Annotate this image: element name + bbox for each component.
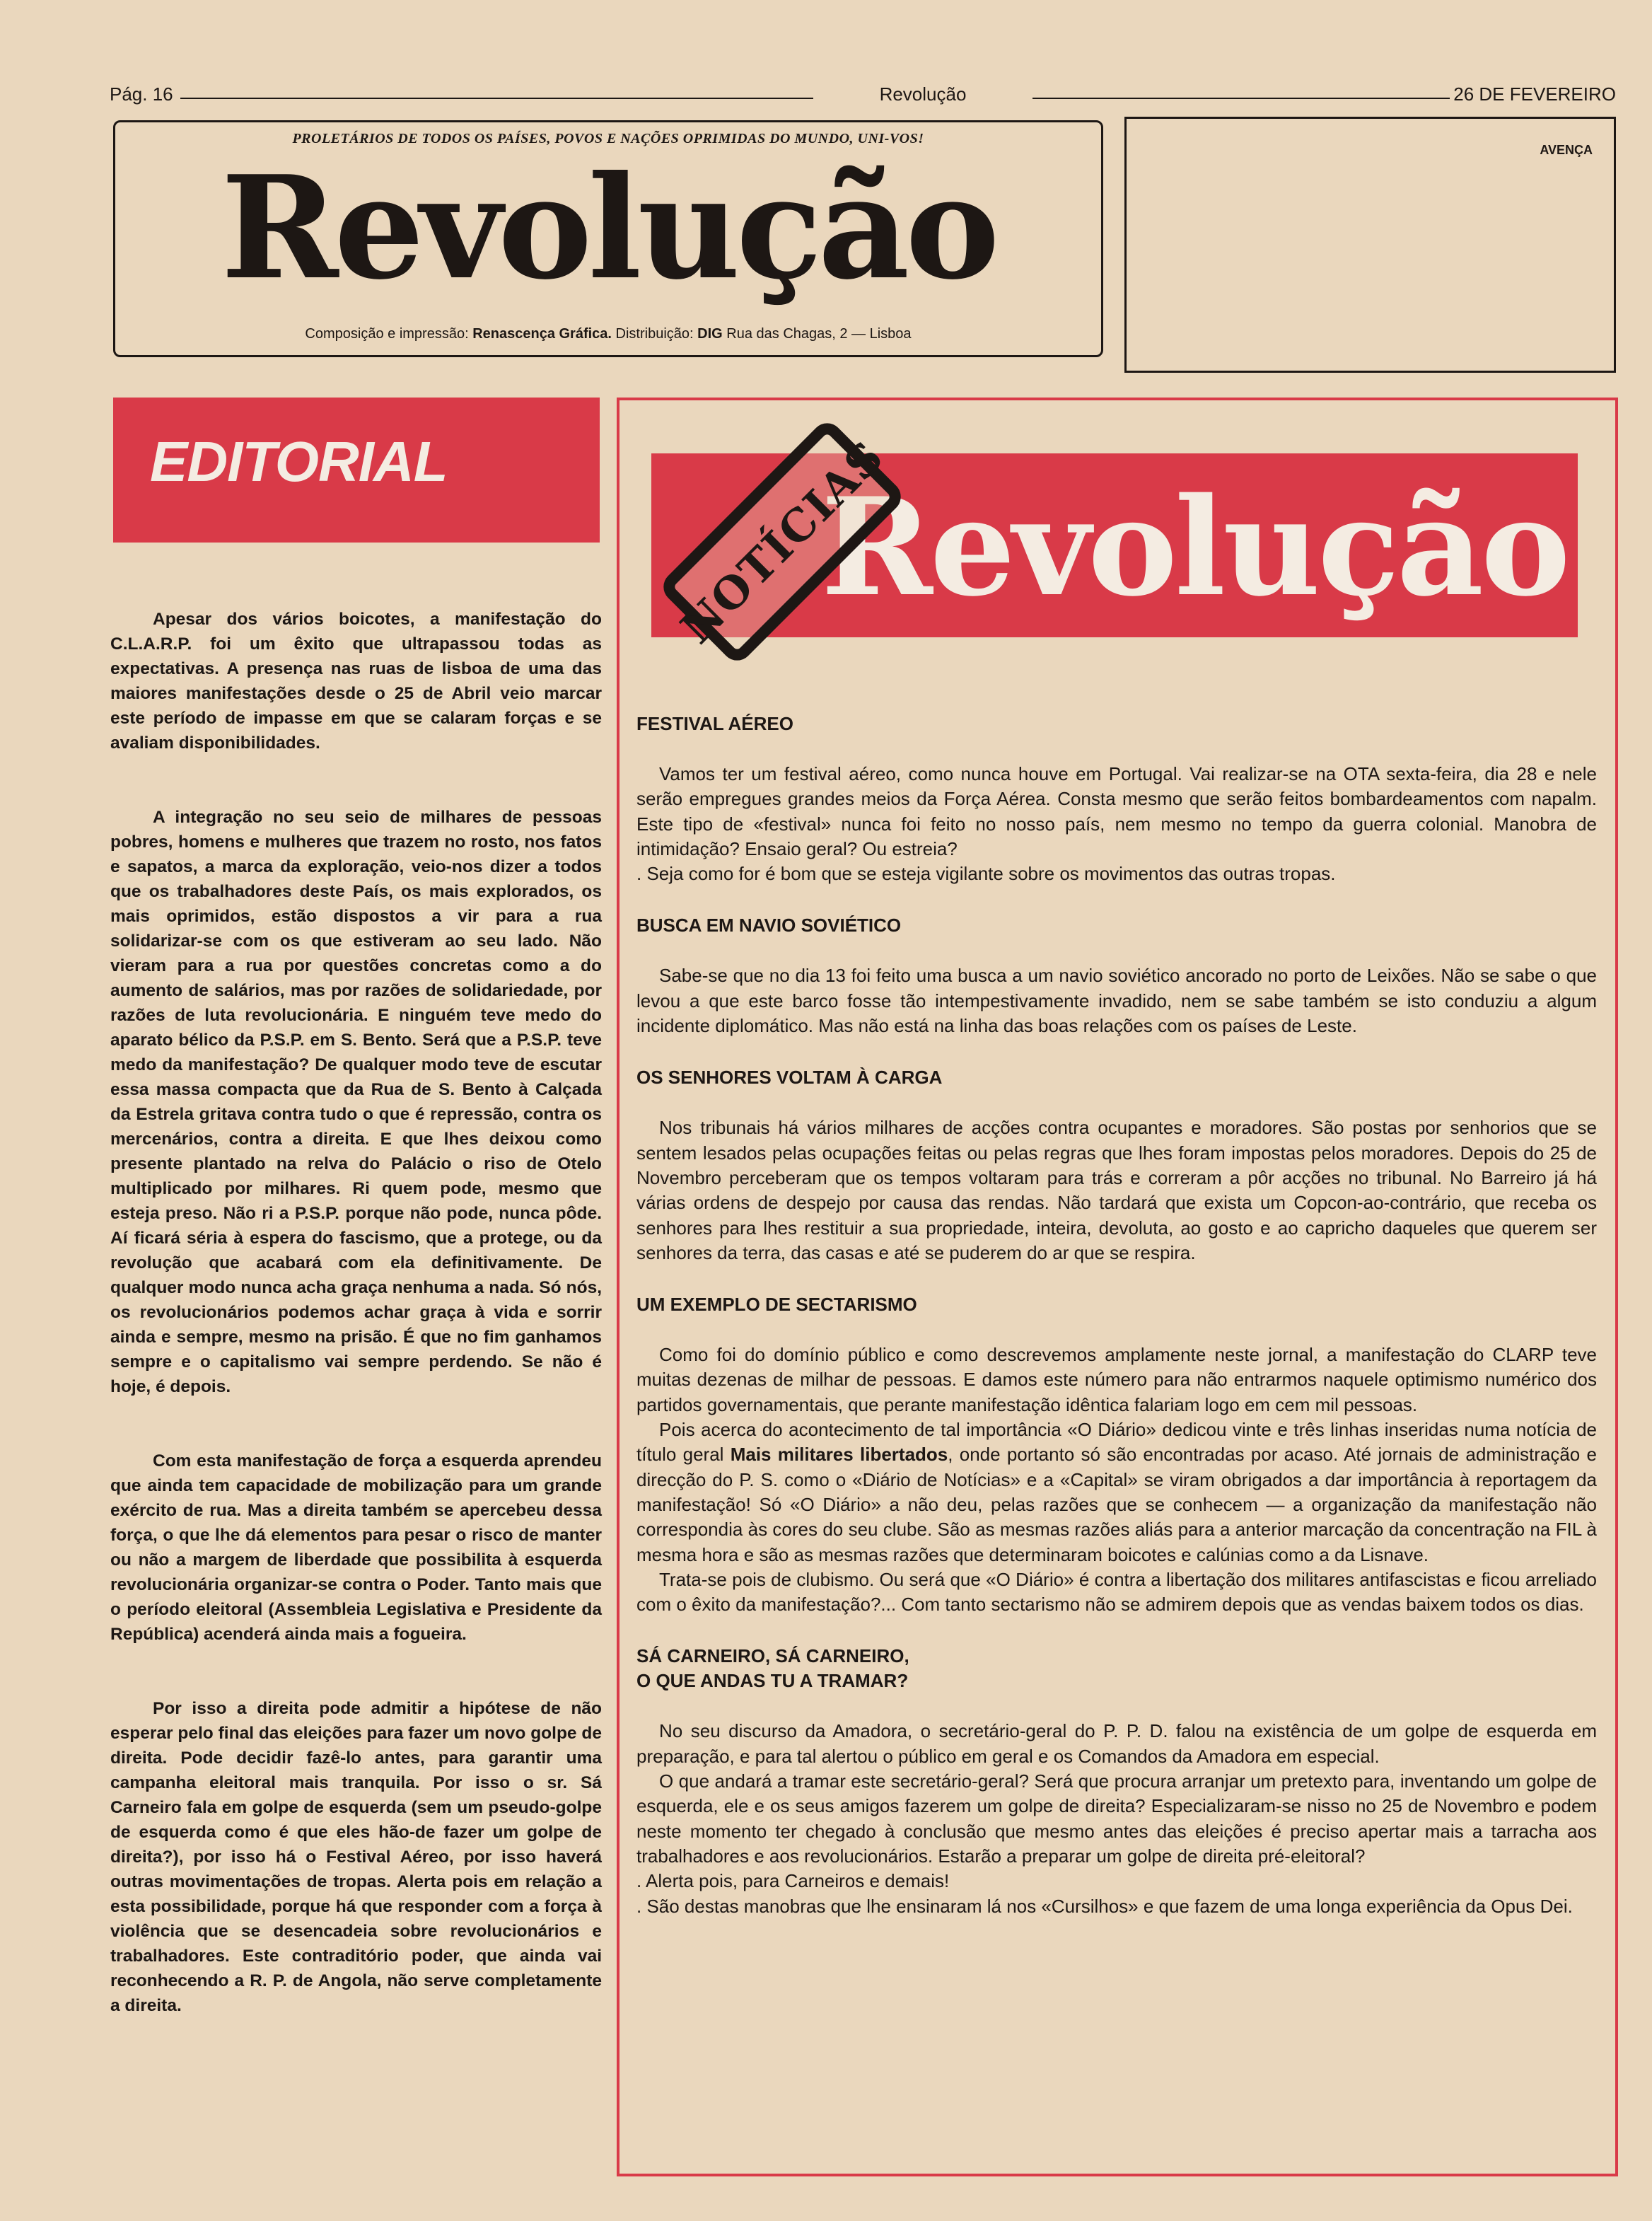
news-headline [636,1644,1597,1693]
news-paragraph: . Alerta pois, para Carneiros e demais! [636,1870,950,1892]
header-date: 26 DE FEVEREIRO [1453,83,1616,105]
masthead-imprint [115,326,1101,342]
news-text: Pois acerca do acontecimento de tal importância «O Diário» dedicou vinte e três linhas inseridas numa notícia de título geral [636,1419,1597,1466]
news-section-sectarismo [636,1292,1597,1617]
header-rule-left [180,98,813,99]
news-section-navio [636,913,1597,1038]
news-body [636,712,1597,1946]
news-section-senhores [636,1065,1597,1265]
editorial-body [110,607,602,2068]
news-headline-line: SÁ CARNEIRO, SÁ CARNEIRO, [636,1645,909,1667]
editorial-paragraph: Por isso a direita pode admitir a hipótese de não esperar pelo final das eleições para fazer um novo golpe de direita. Pode decidir fazê-lo antes, para garantir uma campanha eleitoral mais tranquila. Por isso o sr. Sá Carneiro fala em golpe de esquerda (sem um pseudo-golpe de esquerda como é que eles hão-de fazer um golpe de direita?), por isso há o Festival Aéreo, por isso haverá outras movimentações de tropas. Alerta pois em relação a esta possibilidade, porque há que responder com a força à violência que se desencadeia sobre revolucionários e trabalhadores. Este contraditório poder, que ainda vai reconhecendo a R. P. de Angola, não serve completamente a direita. [110,1699,602,2015]
news-section-sa-carneiro [636,1644,1597,1918]
news-headline: OS SENHORES VOLTAM À CARGA [636,1067,943,1089]
news-section-festival [636,712,1597,886]
news-paragraph: Vamos ter um festival aéreo, como nunca houve em Portugal. Vai realizar-se na OTA sexta-feira, dia 28 e nele serão empregues grandes meios da Força Aérea. Consta mesmo que serão feitos bombardeamentos com napalm. Este tipo de «festival» nunca foi feito no nosso país, nem mesmo no tempo da guerra colonial. Manobra de intimidação? Ensaio geral? Ou estreia? [636,763,1597,859]
news-box [617,398,1618,2176]
news-paragraph: Sabe-se que no dia 13 foi feito uma busca a um navio soviético ancorado no porto de Leixões. Não se sabe o que levou a que este barco fosse tão intempestivamente invadido, nem se sabe também se isto conduziu a algum incidente diplomático. Mas não está na linha das boas relações com os países de Leste. [636,965,1597,1037]
news-headline-line: O QUE ANDAS TU A TRAMAR? [636,1670,909,1692]
masthead-title: Revolução [221,145,996,311]
imprint-dist: DIG [697,326,723,342]
news-paragraph: Nos tribunais há vários milhares de acções contra ocupantes e moradores. São postas por senhorios que se sentem lesados pelas ocupações feitas ou pelas regras que lhes foram impostas pelos moradores. Depois do 25 de Novembro perceberam que os tempos voltaram para trás e correram a pôr acções no tribunal. No Barreiro já há várias ordens de despejo por causa das rendas. Não tardará que exista um Copcon-ao-contrário, que receba os senhores para lhes restituir a sua propriedade, inteira, devoluta, ao gosto e ao capricho daqueles que querem ser senhores da terra, das casas e até se puderem do ar que se respira. [636,1117,1597,1263]
page-header [110,83,1616,105]
editorial-title: EDITORIAL [150,430,448,493]
news-paragraph: . Seja como for é bom que se esteja vigilante sobre os movimentos das outras tropas. [636,863,1336,885]
header-paper-name: Revolução [879,83,967,105]
masthead-motto: PROLETÁRIOS DE TODOS OS PAÍSES, POVOS E NAÇÕES OPRIMIDAS DO MUNDO, UNI-VOS! [292,131,924,146]
news-paragraph: Como foi do domínio público e como descrevemos amplamente neste jornal, a manifestação do CLARP teve muitas dezenas de milhar de pessoas. E damos este número para não entrarmos naquele optimismo numérico dos partidos governamentais, que perante manifestação idêntica falariam logo em cem mil pessoas. [636,1344,1597,1415]
avenca-label: AVENÇA [1540,143,1593,157]
news-paragraph: . São destas manobras que lhe ensinaram lá nos «Cursilhos» e que fazem de uma longa experiência da Opus Dei. [636,1895,1573,1917]
imprint-label: Composição e impressão: [305,326,469,342]
news-paragraph [636,1417,1597,1567]
avenca-box [1124,117,1616,373]
editorial-paragraph: Apesar dos vários boicotes, a manifestação do C.L.A.R.P. foi um êxito que ultrapassou todas as expectativas. A presença nas ruas de lisboa de uma das maiores manifestações desde o 25 de Abril veio marcar este período de impasse em que se calaram forças e se avaliam disponibilidades. [110,610,602,753]
news-headline: BUSCA EM NAVIO SOVIÉTICO [636,915,902,936]
noticias-stamp-text: NOTÍCIAS [670,430,894,654]
page-number: Pág. 16 [110,83,173,105]
news-paragraph: O que andará a tramar este secretário-geral? Será que procura arranjar um pretexto para, inventando um golpe de esquerda, ele e os seus amigos fazerem um golpe de direita? Especializaram-se nisso no 25 de Novembro e podem neste momento ter chegado à conclusão que mesmo antes das eleições é preciso apertar mais a tarracha aos trabalhadores e aos revolucionários. Estarão a preparar um golpe de direita pré-eleitoral? [636,1770,1597,1867]
news-text: , onde portanto só são encontradas por acaso. Até jornais de administração e direcção do P. S. como o «Diário de Notícias» e a «Capital» se viram obrigados a dar importância à reportagem da manifestação! Só «O Diário» a não deu, pelas razões que se conhecem — a organização da manifestação não correspondia às cores do seu clube. São as mesmas razões aliás para a anterior marcação da concentração na FIL à mesma hora e são as mesmas razões que determinaram boicotes e calúnias como a da Lisnave. [636,1444,1597,1565]
news-paragraph: No seu discurso da Amadora, o secretário-geral do P. P. D. falou na existência de um golpe de esquerda em preparação, e para tal alertou o público em geral e os Comandos da Amadora em especial. [636,1720,1597,1767]
editorial-banner [113,398,600,543]
masthead [113,120,1103,357]
editorial-paragraph: Com esta manifestação de força a esquerda aprendeu que ainda tem capacidade de mobilização para um grande exército de rua. Mas a direita também se apercebeu dessa força, o que lhe dá elementos para pesar o risco de manter ou não a margem de liberdade que possibilita à esquerda revolucionária organizar-se contra o Poder. Tanto mais que o período eleitoral (Assembleia Legislativa e Presidente da República) acenderá ainda mais a fogueira. [110,1451,602,1644]
news-paragraph: Trata-se pois de clubismo. Ou será que «O Diário» é contra a libertação dos militares antifascistas e ficou arreliado com o êxito da manifestação?... Com tanto sectarismo não se admirem depois que as vendas baixem todos os dias. [636,1568,1597,1616]
news-headline: FESTIVAL AÉREO [636,713,793,734]
news-bold-title: Mais militares libertados [730,1444,948,1466]
news-headline: UM EXEMPLO DE SECTARISMO [636,1294,917,1316]
imprint-printer: Renascença Gráfica. [472,326,612,342]
editorial-paragraph: A integração no seu seio de milhares de pessoas pobres, homens e mulheres que trazem no rosto, nos fatos e sapatos, a marca da exploração, veio-nos dizer a todos que os trabalhadores deste País, os mais explorados, os mais oprimidos, estão dispostos a vir para a rua solidarizar-se com os que estiveram ao seu lado. Não vieram para a rua por questões concretas como a do aumento de salários, mas por razões de solidariedade, por razões de luta revolucionária. E ninguém teve medo do aparato bélico da P.S.P. em S. Bento. Será que a P.S.P. teve medo da manifestação? De qualquer modo teve de escutar essa massa compacta que da Rua de S. Bento à Calçada da Estrela gritava contra tudo o que é repressão, contra os mercenários, contra a direita. E que lhes deixou como presente plantado na relva do Palácio o riso de Otelo multiplicado por milhares. Ri quem pode, mesmo que esteja preso. Não ri a P.S.P. porque não pode, nunca pôde. Aí ficará séria à espera do fascismo, que a protege, ou da revolução que acabará com ela definitivamente. De qualquer modo nunca acha graça nenhuma a nada. Só nós, os revolucionários podemos achar graça à vida e sorrir ainda e sempre, mesmo na prisão. É que no fim ganhamos sempre e o capitalismo vai sempre perdendo. Se não é hoje, é depois. [110,808,602,1396]
news-banner-title: Revolução [821,468,1568,626]
header-rule-right [1032,98,1450,99]
imprint-address: Rua das Chagas, 2 — Lisboa [726,326,912,342]
imprint-dist-label: Distribuição: [615,326,694,342]
